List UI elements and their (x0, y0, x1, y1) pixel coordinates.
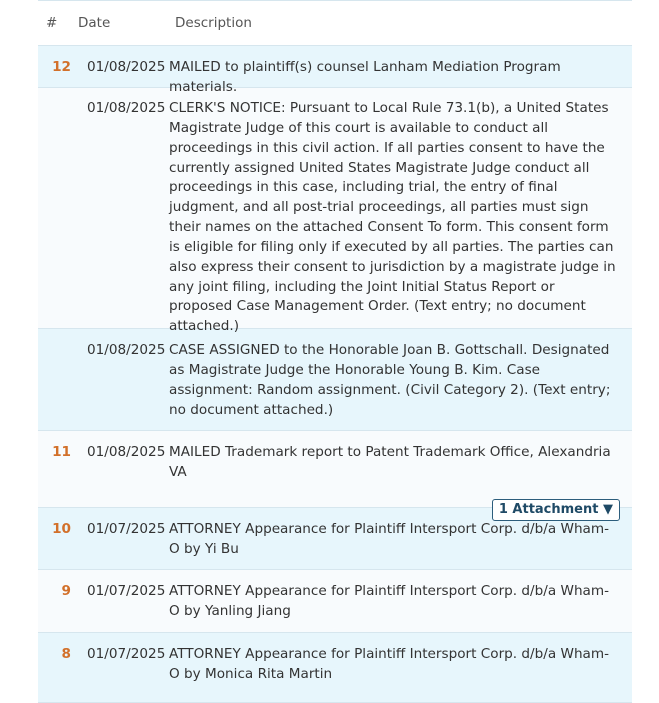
entry-number (38, 341, 71, 430)
entry-date: 01/08/2025 (87, 444, 166, 460)
header-description: Description (175, 15, 252, 31)
docket-entry-case-assigned (38, 329, 632, 431)
entry-description: CASE ASSIGNED to the Honorable Joan B. Gottschall. Designated as Magistrate Judge the Honorable Young B. Kim. Case assignment: Random assignment. (Civil Category 2). (Text entry; no document attached.) (169, 342, 611, 418)
entry-number: 11 (52, 444, 71, 460)
entry-date: 01/08/2025 (87, 342, 166, 358)
header-date: Date (78, 15, 111, 31)
entry-number: 12 (52, 59, 71, 75)
docket-entry-9 (38, 570, 632, 633)
entry-number: 9 (61, 583, 71, 599)
docket-entry-8 (38, 633, 632, 703)
entry-description: ATTORNEY Appearance for Plaintiff Intersport Corp. d/b/a Wham-O by Monica Rita Martin (169, 646, 610, 682)
docket-entry-11 (38, 431, 632, 517)
entry-description: CLERK'S NOTICE: Pursuant to Local Rule 73.1(b), a United States Magistrate Judge of this court is available to conduct all proceedings in this civil action. If all parties consent to have the currently assigned United States Magistrate Judge conduct all proceedings in this case, including trial, the entry of final judgment, and all post-trial proceedings, all parties must sign their names on the attached Consent To form. This consent form is eligible for filing only if executed by all parties. The parties can also express their consent to jurisdiction by a magistrate judge in any joint filing, including the Joint Initial Status Report or proposed Case Management Order. (Text entry; no document attached.) (169, 100, 616, 335)
entry-date: 01/08/2025 (87, 59, 166, 75)
entry-description: MAILED to plaintiff(s) counsel Lanham Mediation Program materials. (169, 59, 561, 95)
attachment-area (38, 499, 632, 521)
entry-description: ATTORNEY Appearance for Plaintiff Intersport Corp. d/b/a Wham-O by Yanling Jiang (169, 583, 610, 619)
entry-date: 01/07/2025 (87, 521, 166, 537)
entry-date: 01/07/2025 (87, 646, 166, 662)
entry-number (38, 99, 71, 328)
docket-table (38, 0, 632, 703)
entry-description: ATTORNEY Appearance for Plaintiff Intersport Corp. d/b/a Wham-O by Yi Bu (169, 521, 610, 557)
header-number: # (46, 15, 58, 31)
entry-description: MAILED Trademark report to Patent Trademark Office, Alexandria VA (169, 444, 611, 480)
docket-entry-12 (38, 46, 632, 95)
attachments-button[interactable]: 1 Attachment ▼ (492, 499, 620, 521)
entry-number: 8 (61, 646, 71, 662)
entry-date: 01/08/2025 (87, 100, 166, 116)
entry-date: 01/07/2025 (87, 583, 166, 599)
entry-number: 10 (52, 521, 71, 537)
docket-entry-clerks-notice (38, 88, 632, 335)
table-header (38, 1, 632, 46)
